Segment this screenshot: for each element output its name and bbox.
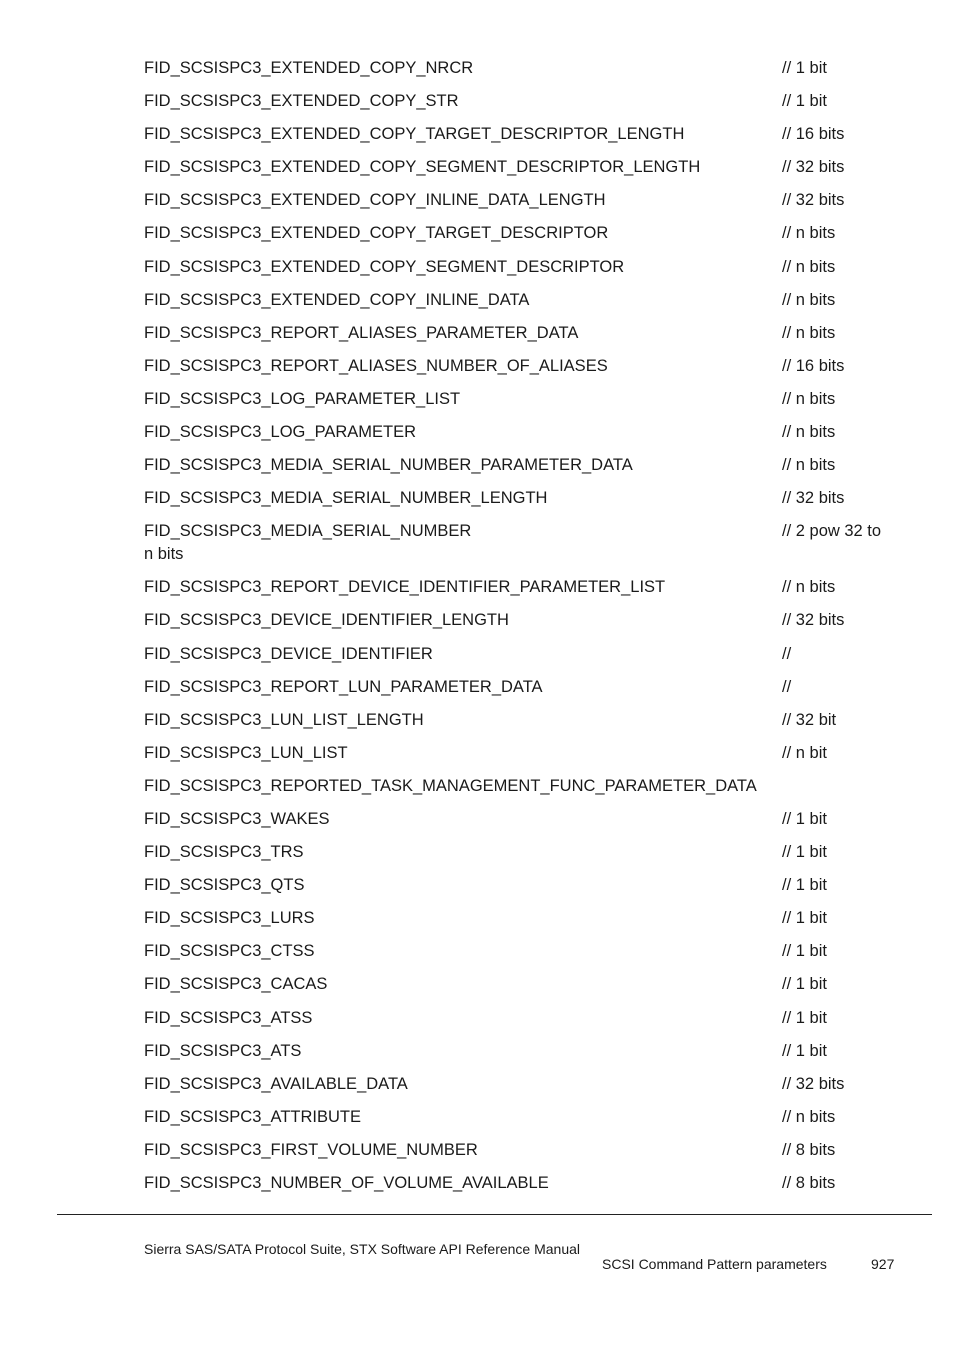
field-size-comment: // 16 bits [782, 125, 845, 144]
field-row [144, 940, 924, 973]
field-name: FID_SCSISPC3_CACAS [144, 975, 328, 994]
field-name: FID_SCSISPC3_EXTENDED_COPY_TARGET_DESCRIPTOR_LENGTH [144, 125, 685, 144]
field-row [144, 643, 924, 676]
field-size-comment: // n bits [782, 578, 836, 597]
field-size-comment: // 32 bits [782, 489, 845, 508]
field-size-comment: // 1 bit [782, 92, 827, 111]
field-size-comment: // n bits [782, 456, 836, 475]
field-name: FID_SCSISPC3_EXTENDED_COPY_INLINE_DATA_LENGTH [144, 191, 606, 210]
field-row [144, 973, 924, 1006]
field-name: FID_SCSISPC3_REPORT_ALIASES_PARAMETER_DATA [144, 323, 579, 342]
field-row [144, 355, 924, 388]
field-row [144, 1139, 924, 1172]
field-row [144, 256, 924, 289]
field-row [144, 808, 924, 841]
field-name: FID_SCSISPC3_LOG_PARAMETER_LIST [144, 389, 461, 408]
footer-page-number: 927 [871, 1256, 895, 1272]
field-name: FID_SCSISPC3_LUN_LIST_LENGTH [144, 710, 424, 729]
field-name: FID_SCSISPC3_AVAILABLE_DATA [144, 1074, 408, 1093]
field-size-comment: // 1 bit [782, 809, 827, 828]
field-name: FID_SCSISPC3_WAKES [144, 809, 330, 828]
field-name: FID_SCSISPC3_MEDIA_SERIAL_NUMBER_LENGTH [144, 489, 548, 508]
field-name: FID_SCSISPC3_EXTENDED_COPY_NRCR [144, 59, 474, 77]
field-size-comment: // [782, 644, 792, 663]
field-row [144, 742, 924, 775]
field-size-comment: // n bits [782, 224, 836, 243]
field-row [144, 289, 924, 322]
field-row [144, 609, 924, 642]
field-size-comment: // n bits [782, 257, 836, 276]
field-name: FID_SCSISPC3_LOG_PARAMETER [144, 423, 417, 442]
field-row [144, 322, 924, 355]
field-row [144, 454, 924, 487]
field-name: FID_SCSISPC3_EXTENDED_COPY_SEGMENT_DESCRIPTOR [144, 257, 625, 276]
field-row [144, 1172, 924, 1205]
field-size-comment: // n bits [782, 389, 836, 408]
footer-section-title: SCSI Command Pattern parameters [602, 1256, 827, 1272]
field-row [144, 487, 924, 520]
field-name: FID_SCSISPC3_REPORT_DEVICE_IDENTIFIER_PARAMETER_LIST [144, 578, 666, 597]
field-name: FID_SCSISPC3_EXTENDED_COPY_STR [144, 92, 459, 111]
field-size-continuation: n bits [144, 545, 184, 564]
footer-divider [57, 1214, 932, 1215]
field-name: FID_SCSISPC3_ATSS [144, 1008, 313, 1027]
field-name: FID_SCSISPC3_EXTENDED_COPY_SEGMENT_DESCRIPTOR_LENGTH [144, 158, 701, 177]
field-size-comment: // 32 bits [782, 1074, 845, 1093]
field-name: FID_SCSISPC3_ATS [144, 1041, 302, 1060]
field-size-comment: // 2 pow 32 to [782, 522, 882, 541]
field-size-comment: // 32 bits [782, 191, 845, 210]
field-name: FID_SCSISPC3_MEDIA_SERIAL_NUMBER_PARAMETER_DATA [144, 456, 633, 475]
field-name: FID_SCSISPC3_MEDIA_SERIAL_NUMBER [144, 522, 472, 541]
footer-manual-title: Sierra SAS/SATA Protocol Suite, STX Software API Reference Manual [144, 1241, 581, 1257]
field-size-comment: // 1 bit [782, 876, 827, 895]
field-row [144, 388, 924, 421]
field-size-comment: // n bits [782, 423, 836, 442]
field-size-comment: // 32 bits [782, 611, 845, 630]
field-size-comment: // 32 bit [782, 710, 837, 729]
field-row [144, 1073, 924, 1106]
field-name: FID_SCSISPC3_CTSS [144, 942, 315, 961]
field-size-comment: // n bit [782, 743, 827, 762]
field-name: FID_SCSISPC3_REPORT_LUN_PARAMETER_DATA [144, 677, 543, 696]
field-size-comment: // 8 bits [782, 1174, 836, 1192]
field-definition-list [144, 57, 924, 1205]
field-row [144, 189, 924, 222]
field-name: FID_SCSISPC3_NUMBER_OF_VOLUME_AVAILABLE [144, 1174, 549, 1192]
field-size-comment: // 1 bit [782, 909, 827, 928]
field-size-comment: // 16 bits [782, 356, 845, 375]
field-row [144, 1106, 924, 1139]
field-name: FID_SCSISPC3_REPORT_ALIASES_NUMBER_OF_ALIASES [144, 356, 608, 375]
field-row [144, 1007, 924, 1040]
field-name: FID_SCSISPC3_DEVICE_IDENTIFIER_LENGTH [144, 611, 509, 630]
field-name: FID_SCSISPC3_FIRST_VOLUME_NUMBER [144, 1140, 478, 1159]
field-row [144, 57, 924, 90]
field-row [144, 874, 924, 907]
field-size-comment: // n bits [782, 1107, 836, 1126]
field-size-comment: // 8 bits [782, 1140, 836, 1159]
field-name: FID_SCSISPC3_ATTRIBUTE [144, 1107, 361, 1126]
field-name: FID_SCSISPC3_REPORTED_TASK_MANAGEMENT_FUNC_PARAMETER_DATA [144, 776, 757, 795]
field-name: FID_SCSISPC3_EXTENDED_COPY_TARGET_DESCRIPTOR [144, 224, 609, 243]
field-size-comment: // n bits [782, 323, 836, 342]
field-size-comment: // 1 bit [782, 843, 827, 862]
field-row [144, 222, 924, 255]
field-row [144, 123, 924, 156]
field-size-comment: // 1 bit [782, 942, 827, 961]
field-name: FID_SCSISPC3_DEVICE_IDENTIFIER [144, 644, 433, 663]
field-row [144, 907, 924, 940]
field-name: FID_SCSISPC3_TRS [144, 843, 304, 862]
field-name: FID_SCSISPC3_QTS [144, 876, 305, 895]
field-row [144, 841, 924, 874]
field-name: FID_SCSISPC3_EXTENDED_COPY_INLINE_DATA [144, 290, 530, 309]
field-row [144, 576, 924, 609]
field-row [144, 775, 924, 808]
field-size-comment: // 1 bit [782, 59, 827, 77]
field-size-comment: // 32 bits [782, 158, 845, 177]
field-name: FID_SCSISPC3_LUN_LIST [144, 743, 348, 762]
field-name: FID_SCSISPC3_LURS [144, 909, 315, 928]
field-row [144, 709, 924, 742]
field-size-comment: // 1 bit [782, 1041, 827, 1060]
field-row [144, 421, 924, 454]
field-row [144, 676, 924, 709]
field-size-comment: // n bits [782, 290, 836, 309]
field-size-comment: // 1 bit [782, 975, 827, 994]
field-size-comment: // [782, 677, 792, 696]
field-row [144, 1040, 924, 1073]
field-row [144, 90, 924, 123]
field-row [144, 156, 924, 189]
field-row [144, 520, 924, 576]
field-size-comment: // 1 bit [782, 1008, 827, 1027]
